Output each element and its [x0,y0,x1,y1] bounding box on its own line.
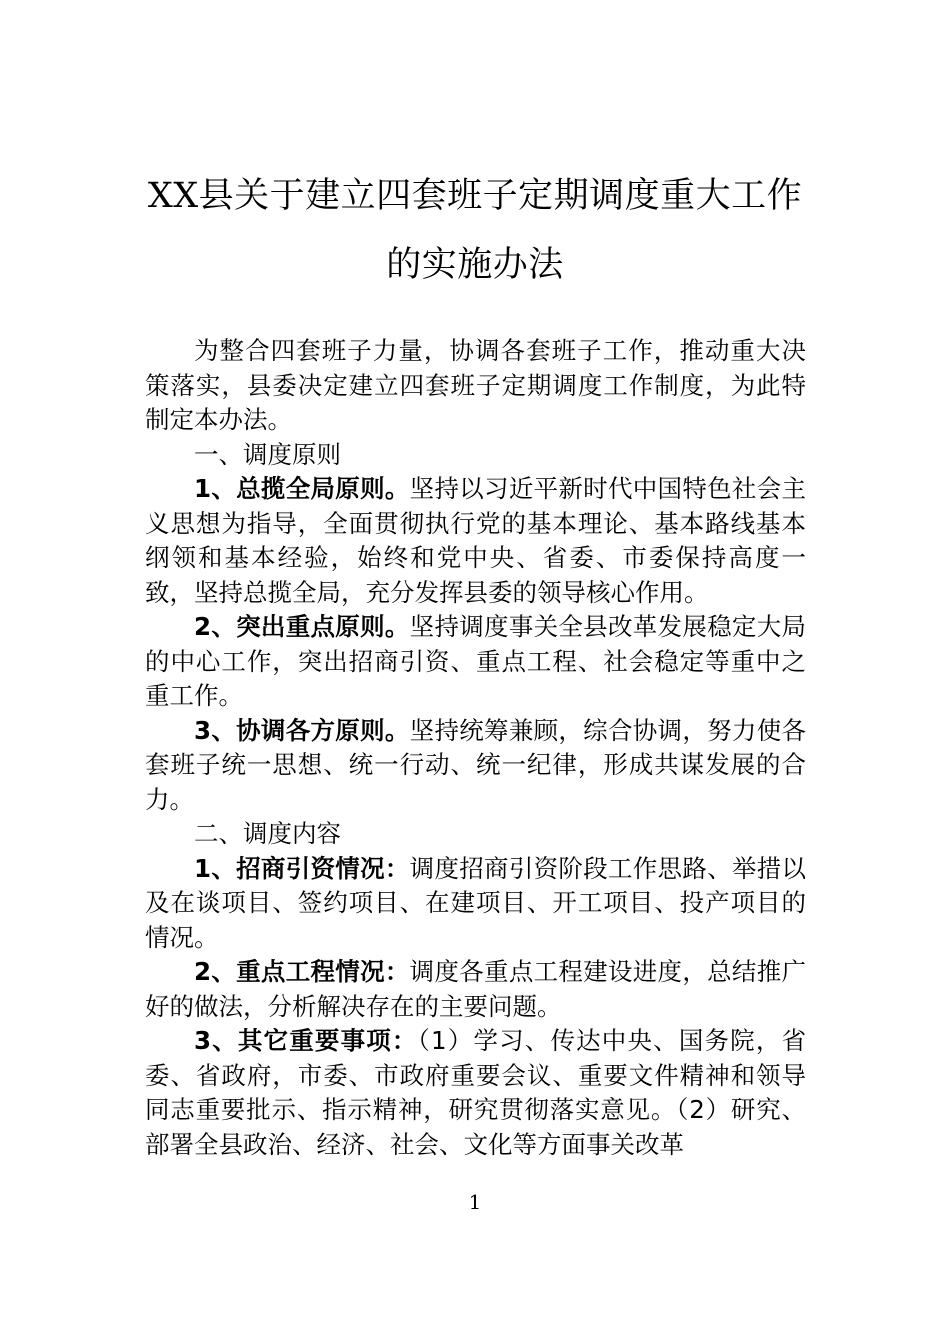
content-item [145,1024,806,1162]
document-body [145,334,806,1162]
content-text: 调度招商引资阶段工作思路、举措以及在谈项目、签约项目、在建项目、开工项目、投产项目的情况。 [145,853,807,952]
section-heading-principles: 一、调度原则 [194,439,341,469]
principle-item [145,714,806,818]
content-label: 1、招商引资情况： [194,853,410,883]
content-label: 3、其它重要事项： [194,1026,418,1055]
principle-label: 2、突出重点原则。 [194,612,410,641]
document-title-line-2: 的实施办法 [386,245,564,285]
section-heading-contents: 二、调度内容 [194,819,341,848]
intro-paragraph: 为整合四套班子力量，协调各套班子工作，推动重大决策落实，县委决定建立四套班子定期调度工作制度，为此特制定本办法。 [145,336,806,434]
principle-text: 坚持统筹兼顾，综合协调，努力使各套班子统一思想、统一行动、统一纪律，形成共谋发展的合力。 [145,715,807,814]
principle-text: 坚持调度事关全县改革发展稳定大局的中心工作，突出招商引资、重点工程、社会稳定等重中之重工作。 [145,612,807,710]
page-number: 1 [468,1190,482,1214]
title-text: 县关于建立四套班子定期调度重大工作 [198,176,803,216]
document-title-line-1 [120,176,830,216]
principle-item [145,610,806,714]
content-item [145,955,806,1024]
content-item [145,852,806,956]
principle-label: 1、总揽全局原则。 [194,474,410,503]
principle-label: 3、协调各方原则。 [194,715,410,745]
content-text: 调度各重点工程建设进度，总结推广好的做法，分析解决存在的主要问题。 [145,957,807,1021]
content-label: 2、重点工程情况： [194,957,410,986]
title-prefix: XX [147,176,199,216]
principle-text: 坚持以习近平新时代中国特色社会主义思想为指导，全面贯彻执行党的基本理论、基本路线基本纲领和基本经验，始终和党中央、省委、市委保持高度一致，坚持总揽全局，充分发挥县委的领导核心作用。 [145,474,807,607]
principle-item [145,472,806,610]
content-text: （1）学习、传达中央、国务院，省委、省政府，市委、市政府重要会议、重要文件精神和领导同志重要批示、指示精神，研究贯彻落实意见。（2）研究、部署全县政治、经济、社会、文化等方面事关改革 [145,1026,806,1159]
